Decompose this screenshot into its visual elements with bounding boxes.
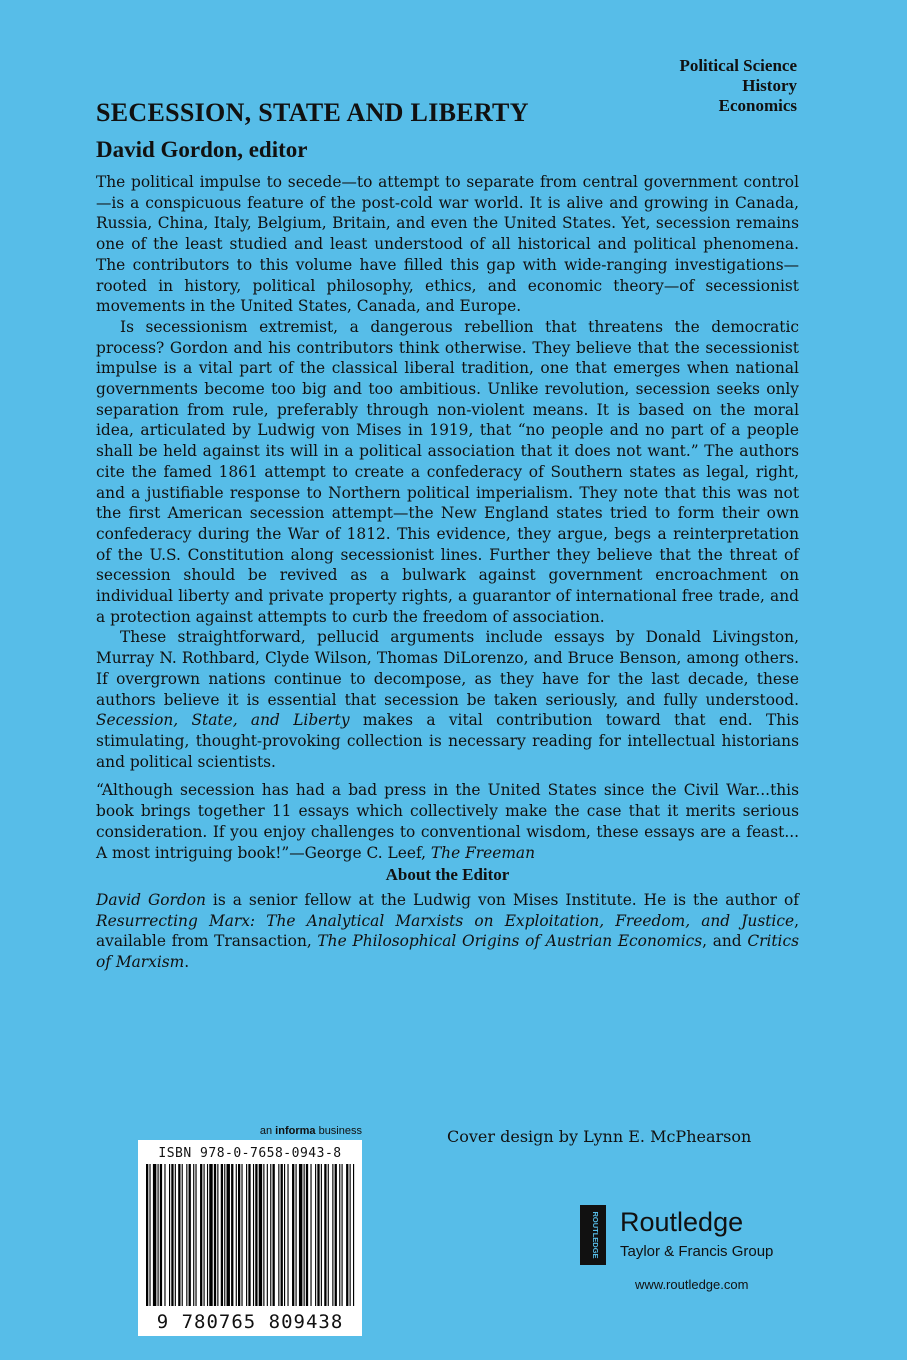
barcode-bar (164, 1164, 165, 1306)
barcode-bar (146, 1164, 148, 1306)
informa-suffix: business (315, 1125, 362, 1137)
barcode-bar (214, 1164, 216, 1306)
publisher-group: Taylor & Francis Group (620, 1243, 774, 1260)
blurb-paragraph-3-end: makes a vital contribution toward that end. This stimulating, thought-provoking collection is necessary reading for intellectual historians and political scientists. (96, 711, 799, 771)
barcode-bar (304, 1164, 305, 1306)
barcode-bar (328, 1164, 329, 1306)
barcode-bar (221, 1164, 223, 1306)
blurb-paragraph-1: The political impulse to secede—to attempt to separate from central government control—is a conspicuous feature of the post-cold war world. It is alive and growing in Canada, Russia, China, Italy, Belgium, Britain, and even the United States. Yet, secession remains one of the least studied and least understood of all historical and political phenomena. The contributors to this volume have filled this gap with wide-ranging investigations—rooted in history, political philosophy, ethics, and economic theory—of secessionist movements in the United States, Canada, and Europe. (96, 173, 799, 316)
barcode-block (138, 1125, 362, 1336)
book-editor: David Gordon, editor (96, 137, 308, 162)
barcode-bar (178, 1164, 180, 1306)
barcode-bar (339, 1164, 340, 1306)
barcode-bar (296, 1164, 297, 1306)
barcode-bar (207, 1164, 208, 1306)
barcode-bars (142, 1164, 358, 1306)
barcode-bar (149, 1164, 150, 1306)
barcode-bar (321, 1164, 322, 1306)
barcode-bar (253, 1164, 254, 1306)
book-philosophical-origins: The Philosophical Origins of Austrian Economics (317, 932, 703, 951)
barcode-bar (324, 1164, 326, 1306)
barcode-bar (306, 1164, 308, 1306)
subject-political-science: Political Science (679, 56, 797, 75)
barcode-bar (158, 1164, 159, 1306)
barcode-bar (310, 1164, 311, 1306)
blurb-paragraph-2: Is secessionism extremist, a dangerous rebellion that threatens the democratic process? Gordon and his contributors think otherwise. They believe that the secessionist impulse is a vital part of the classical liberal tradition, one that emerges when national governments become too big and too ambitious. Unlike revolution, secession seeks only separation from rule, preferably through non-violent means. It is based on the moral idea, articulated by Ludwig von Mises in 1919, that “no people and no part of a people shall be held against its will in a political association that it does not want.” The authors cite the famed 1861 attempt to create a confederacy of Southern states as legal, right, and a justifiable response to Northern political imperialism. They note that this was not the first American secession attempt—the New England states tried to form their own confederacy during the War of 1812. This evidence, they argue, begs a reinterpretation of the U.S. Constitution along secessionist lines. Further they believe that the threat of secession should be revived as a bulwark against government encroachment on individual liberty and private property rights, a guarantor of international free trade, and a protection against attempts to curb the freedom of association. (96, 317, 799, 626)
barcode-bar (182, 1164, 183, 1306)
review-quote (96, 780, 799, 863)
barcode-bar (224, 1164, 225, 1306)
publisher-name: Routledge (620, 1207, 744, 1237)
barcode-bar (246, 1164, 247, 1306)
barcode-bar (204, 1164, 205, 1306)
barcode-bar (248, 1164, 250, 1306)
isbn-top-text: ISBN 978-0-7658-0943-8 (158, 1146, 342, 1161)
barcode-bar (195, 1164, 196, 1306)
barcode-bar (335, 1164, 337, 1306)
subject-economics: Economics (718, 96, 797, 115)
barcode-bar (160, 1164, 162, 1306)
barcode-bar (270, 1164, 271, 1306)
blurb (96, 172, 799, 973)
barcode-bar (193, 1164, 194, 1306)
subject-history: History (742, 76, 797, 95)
book-title-italic: Secession, State, and Liberty (96, 711, 350, 730)
about-text-3: , and (702, 932, 748, 951)
barcode-bar (171, 1164, 173, 1306)
about-text-2: , available from Transaction, (96, 911, 799, 951)
book-resurrecting-marx: Resurrecting Marx: The Analytical Marxists on Exploitation, Freedom, and Justice (96, 911, 795, 930)
routledge-logo-text: ROUTLEDGE (591, 1211, 600, 1259)
about-editor-text (96, 890, 799, 973)
barcode-bar (342, 1164, 343, 1306)
barcode-bar (259, 1164, 262, 1306)
informa-prefix: an (259, 1125, 276, 1137)
review-source: The Freeman (430, 843, 536, 862)
barcode-bar (315, 1164, 316, 1306)
barcode-bar (273, 1164, 275, 1306)
barcode-bar (284, 1164, 285, 1306)
review-quote-text: “Although secession has had a bad press in the United States since the Civil War...this book brings together 11 essays which collectively make the case that it merits serious consideration. If you enjoy challenges to conventional wisdom, these essays are a feast... A most intriguing book!”—George C. Leef, (96, 781, 799, 862)
informa-brand: informa (275, 1125, 316, 1137)
barcode-bar (255, 1164, 257, 1306)
blurb-paragraph-3-start: These straightforward, pellucid arguments include essays by Donald Livingston, Murray N. Rothbard, Clyde Wilson, Thomas DiLorenzo, and Bruce Benson, among others. If overgrown nations continue to decompose, as they have for the last decade, these authors believe it is essential that secession be taken seriously, and fully understood. (96, 628, 799, 709)
barcode-bar (332, 1164, 333, 1306)
book-critics-of-marxism: Critics of Marxism (96, 932, 799, 972)
barcode-bar (231, 1164, 233, 1306)
about-editor-heading: About the Editor (385, 865, 510, 885)
barcode-bar (238, 1164, 240, 1306)
barcode-bar (263, 1164, 264, 1306)
barcode-bar (189, 1164, 191, 1306)
barcode-bar (299, 1164, 302, 1306)
about-text-1: is a senior fellow at the Ludwig von Mises Institute. He is the author of (205, 890, 800, 909)
publisher-block (578, 1205, 798, 1295)
barcode-bar (200, 1164, 202, 1306)
book-title: SECESSION, STATE AND LIBERTY (96, 98, 529, 127)
editor-name: David Gordon (96, 890, 206, 909)
barcode-bar (227, 1164, 230, 1306)
informa-line (138, 1125, 362, 1137)
about-text-4: . (184, 953, 190, 972)
barcode-bar (241, 1164, 242, 1306)
barcode-bar (169, 1164, 170, 1306)
routledge-logo-icon (578, 1205, 608, 1265)
barcode-bar (209, 1164, 212, 1306)
barcode-bar (186, 1164, 187, 1306)
barcode-bar (278, 1164, 279, 1306)
barcode-bar (217, 1164, 218, 1306)
isbn-bottom-text: 9 780765 809438 (142, 1311, 358, 1333)
barcode-bar (287, 1164, 288, 1306)
cover-design-credit: Cover design by Lynn E. McPhearson (447, 1127, 752, 1146)
barcode-bar (236, 1164, 237, 1306)
barcode-bar (346, 1164, 348, 1306)
blurb-paragraph-3 (96, 627, 799, 772)
barcode-bar (317, 1164, 319, 1306)
barcode-bar (267, 1164, 268, 1306)
publisher-url[interactable]: www.routledge.com (635, 1277, 749, 1292)
subject-list (679, 56, 797, 116)
barcode-bar (292, 1164, 294, 1306)
barcode-bar (353, 1164, 354, 1306)
barcode-bar (153, 1164, 156, 1306)
barcode-bar (350, 1164, 351, 1306)
barcode-bar (281, 1164, 283, 1306)
about-editor-section (96, 890, 799, 973)
isbn-barcode (138, 1140, 362, 1336)
barcode-bar (175, 1164, 176, 1306)
